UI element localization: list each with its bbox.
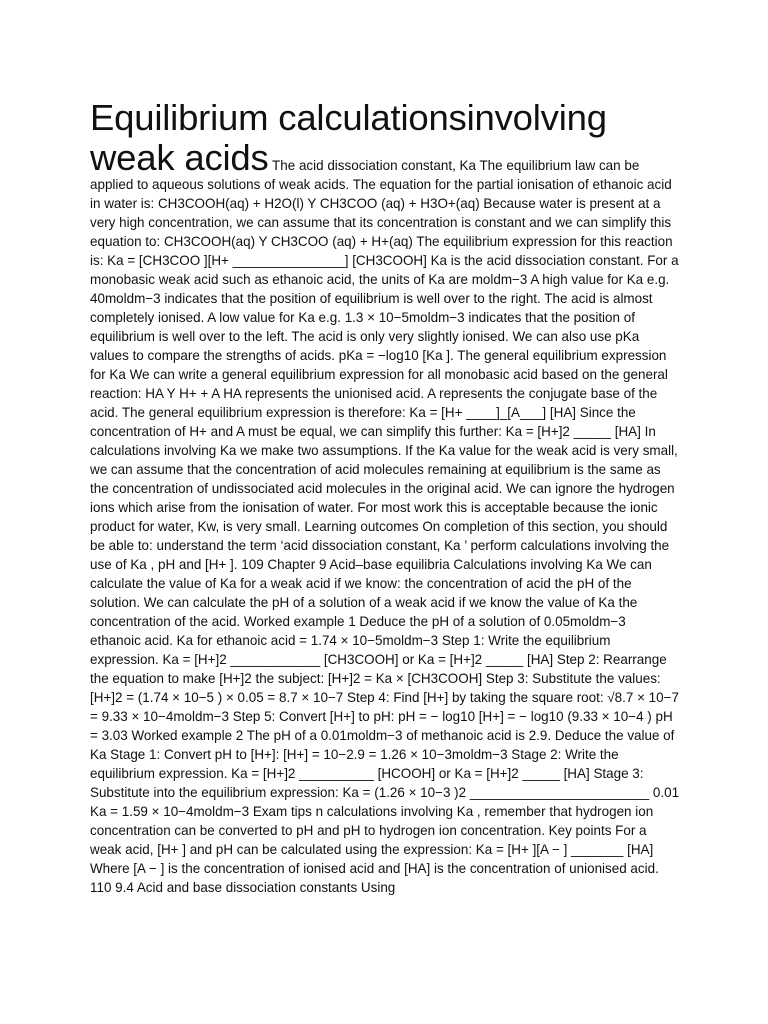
document-body (90, 137, 680, 897)
document-title-line-1: Equilibrium calculationsinvolving (90, 97, 607, 138)
document-body-text: The acid dissociation constant, Ka The equilibrium law can be applied to aqueous solutions of weak acids. The equation for the partial ionisation of ethanoic acid in water is: CH3COOH(aq) + H2O(l) Y CH3COO (aq) + H3O+(aq) Because water is present at a very high concentration, we can assume that its concentration is constant and we can simplify this equation to: CH3COOH(aq) Y CH3COO (aq) + H+(aq) The equilibrium expression for this reaction is: Ka = [CH3COO ][H+ _______________] [CH3COOH] Ka is the acid dissociation constant. For a monobasic weak acid such as ethanoic acid, the units of Ka are moldm−3 A high value for Ka e.g. 40moldm−3 indicates that the position of equilibrium is well over to the right. The acid is almost completely ionised. A low value for Ka e.g. 1.3 × 10−5moldm−3 indicates that the position of equilibrium is well over to the left. The acid is only very slightly ionised. We can also use pKa values to compare the strengths of acids. pKa = −log10 [Ka ]. The general equilibrium expression for Ka We can write a general equilibrium expression for all monobasic acid based on the general reaction: HA Y H+ + A HA represents the unionised acid. A represents the conjugate base of the acid. The general equilibrium expression is therefore: Ka = [H+ ____]_[A___] [HA] Since the concentration of H+ and A must be equal, we can simplify this further: Ka = [H+]2 _____ [HA] In calculations involving Ka we make two assumptions. If the Ka value for the weak acid is very small, we can assume that the concentration of acid molecules remaining at equilibrium is the same as the concentration of undissociated acid molecules in the original acid. We can ignore the hydrogen ions which arise from the ionisation of water. For most work this is acceptable because the ionic product for water, Kw, is very small. Learning outcomes On completion of this section, you should be able to: understand the term ‘acid dissociation constant, Ka ’ perform calculations involving the use of Ka , pH and [H+ ]. 109 Chapter 9 Acid–base equilibria Calculations involving Ka We can calculate the value of Ka for a weak acid if we know: the concentration of acid the pH of the solution. We can calculate the pH of a solution of a weak acid if we know the value of Ka the concentration of the acid. Worked example 1 Deduce the pH of a solution of 0.05moldm−3 ethanoic acid. Ka for ethanoic acid = 1.74 × 10−5moldm−3 Step 1: Write the equilibrium expression. Ka = [H+]2 ____________ [CH3COOH] or Ka = [H+]2 _____ [HA] Step 2: Rearrange the equation to make [H+]2 the subject: [H+]2 = Ka × [CH3COOH] Step 3: Substitute the values: [H+]2 = (1.74 × 10−5 ) × 0.05 = 8.7 × 10−7 Step 4: Find [H+] by taking the square root: √8.7 × 10−7 = 9.33 × 10−4moldm−3 Step 5: Convert [H+] to pH: pH = − log10 [H+] = − log10 (9.33 × 10−4 ) pH = 3.03 Worked example 2 The pH of a 0.01moldm−3 of methanoic acid is 2.9. Deduce the value of Ka Stage 1: Convert pH to [H+]: [H+] = 10−2.9 = 1.26 × 10−3moldm−3 Stage 2: Write the equilibrium expression. Ka = [H+]2 __________ [HCOOH] or Ka = [H+]2 _____ [HA] Stage 3: Substitute into the equilibrium expression: Ka = (1.26 × 10−3 )2 ________________________ 0.01 Ka = 1.59 × 10−4moldm−3 Exam tips n calculations involving Ka , remember that hydrogen ion concentration can be converted to pH and pH to hydrogen ion concentration. Key points For a weak acid, [H+ ] and pH can be calculated using the expression: Ka = [H+ ][A − ] _______ [HA] Where [A − ] is the concentration of ionised acid and [HA] is the concentration of unionised acid. 110 9.4 Acid and base dissociation constants Using (90, 158, 680, 895)
document-title-line-2: weak acids (90, 137, 269, 178)
document-page (90, 93, 680, 897)
